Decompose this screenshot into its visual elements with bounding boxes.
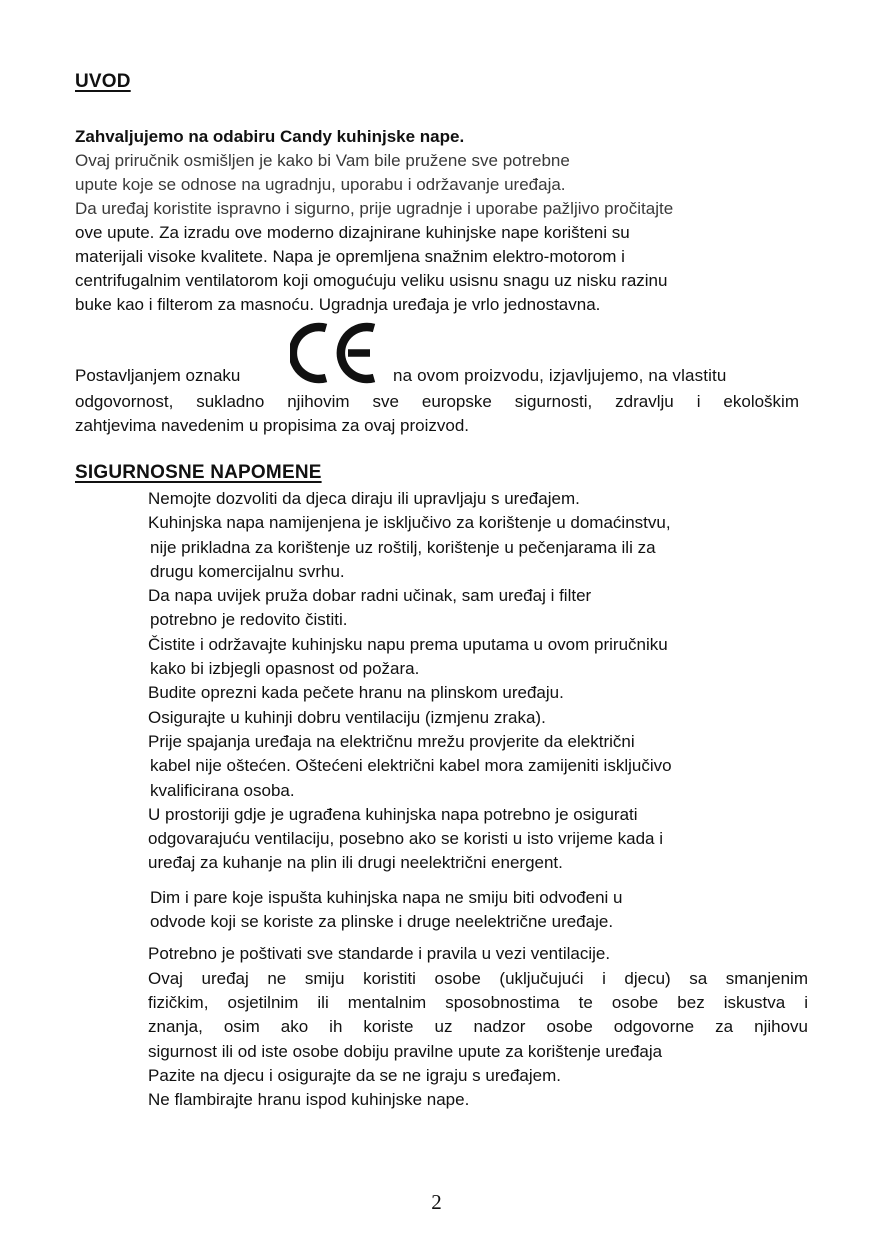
- safety-line: Nemojte dozvoliti da djeca diraju ili upravljaju s uređajem.: [148, 489, 580, 508]
- safety-line: Budite oprezni kada pečete hranu na plinskom uređaju.: [148, 683, 564, 703]
- ce-after-text: na ovom proizvodu, izjavljujemo, na vlastitu: [393, 366, 727, 385]
- intro-line: buke kao i filterom za masnoću. Ugradnja uređaja je vrlo jednostavna.: [75, 295, 601, 314]
- safety-line: Osigurajte u kuhinji dobru ventilaciju (izmjenu zraka).: [148, 707, 546, 727]
- intro-line: upute koje se odnose na ugradnju, uporabu i održavanje uređaja.: [75, 175, 566, 194]
- safety-line: odgovarajuću ventilaciju, posebno ako se koristi u isto vrijeme kada i: [148, 829, 663, 849]
- ce-before-text: Postavljanjem oznaku: [75, 366, 241, 385]
- page-number: 2: [431, 1190, 442, 1214]
- safety-line: znanja, osim ako ih koriste uz nadzor osobe odgovorne za njihovu: [148, 1017, 808, 1037]
- safety-list: [148, 487, 808, 1112]
- safety-line: Ne flambirajte hranu ispod kuhinjske nape.: [148, 1090, 470, 1110]
- safety-line: nije prikladna za korištenje uz roštilj, korištenje u pečenjarama ili za: [150, 537, 656, 557]
- safety-line: Ovaj uređaj ne smiju koristiti osobe (uključujući i djecu) sa smanjenim: [148, 968, 808, 988]
- intro-line: centrifugalnim ventilatorom koji omogućuju veliku usisnu snagu uz nisku razinu: [75, 271, 668, 290]
- safety-line: Dim i pare koje ispušta kuhinjska napa ne smiju biti odvođeni u: [150, 887, 623, 907]
- safety-line: uređaj za kuhanje na plin ili drugi neelektrični energent.: [148, 853, 563, 873]
- safety-line: odvode koji se koriste za plinske i druge neelektrične uređaje.: [150, 912, 614, 932]
- safety-line: Čistite i održavajte kuhinjsku napu prema uputama u ovom priručniku: [148, 634, 668, 654]
- safety-line: Kuhinjska napa namijenjena je isključivo za korištenje u domaćinstvu,: [148, 513, 671, 533]
- intro-thanks: Zahvaljujemo na odabiru Candy kuhinjske nape.: [75, 127, 465, 146]
- safety-line: Prije spajanja uređaja na električnu mrežu provjerite da električni: [148, 731, 635, 751]
- safety-line: fizičkim, osjetilnim ili mentalnim sposobnostima te osobe bez iskustva i: [148, 992, 808, 1012]
- safety-line: U prostoriji gdje je ugrađena kuhinjska napa potrebno je osigurati: [148, 804, 638, 824]
- ce-mark-icon: [290, 320, 380, 386]
- safety-line: kabel nije oštećen. Oštećeni električni kabel mora zamijeniti isključivo: [150, 756, 672, 776]
- safety-line: kako bi izbjegli opasnost od požara.: [150, 659, 420, 679]
- ce-rest: [75, 390, 799, 438]
- ce-line-2: odgovornost, sukladno njihovim sve europske sigurnosti, zdravlju i ekološkim: [75, 392, 799, 411]
- ce-line-1: [75, 366, 727, 386]
- ce-line-3: zahtjevima navedenim u propisima za ovaj proizvod.: [75, 416, 470, 435]
- safety-line: Pazite na djecu i osigurajte da se ne igraju s uređajem.: [148, 1065, 561, 1085]
- safety-line: sigurnost ili od iste osobe dobiju pravilne upute za korištenje uređaja: [148, 1041, 663, 1061]
- safety-line: kvalificirana osoba.: [150, 780, 295, 800]
- intro-paragraph: [75, 125, 810, 317]
- intro-line: Da uređaj koristite ispravno i sigurno, prije ugradnje i uporabe pažljivo pročitajte: [75, 199, 674, 218]
- safety-line: Da napa uvijek pruža dobar radni učinak, sam uređaj i filter: [148, 586, 592, 606]
- intro-line: Ovaj priručnik osmišljen je kako bi Vam bile pružene sve potrebne: [75, 151, 570, 170]
- safety-line: drugu komercijalnu svrhu.: [150, 561, 345, 581]
- safety-heading: SIGURNOSNE NAPOMENE: [75, 462, 322, 483]
- safety-line: Potrebno je poštivati sve standarde i pravila u vezi ventilacije.: [148, 944, 611, 964]
- intro-heading: UVOD: [75, 71, 131, 92]
- intro-line: materijali visoke kvalitete. Napa je opremljena snažnim elektro-motorom i: [75, 247, 625, 266]
- safety-line: potrebno je redovito čistiti.: [150, 610, 348, 630]
- intro-line: ove upute. Za izradu ove moderno dizajnirane kuhinjske nape korišteni su: [75, 223, 630, 242]
